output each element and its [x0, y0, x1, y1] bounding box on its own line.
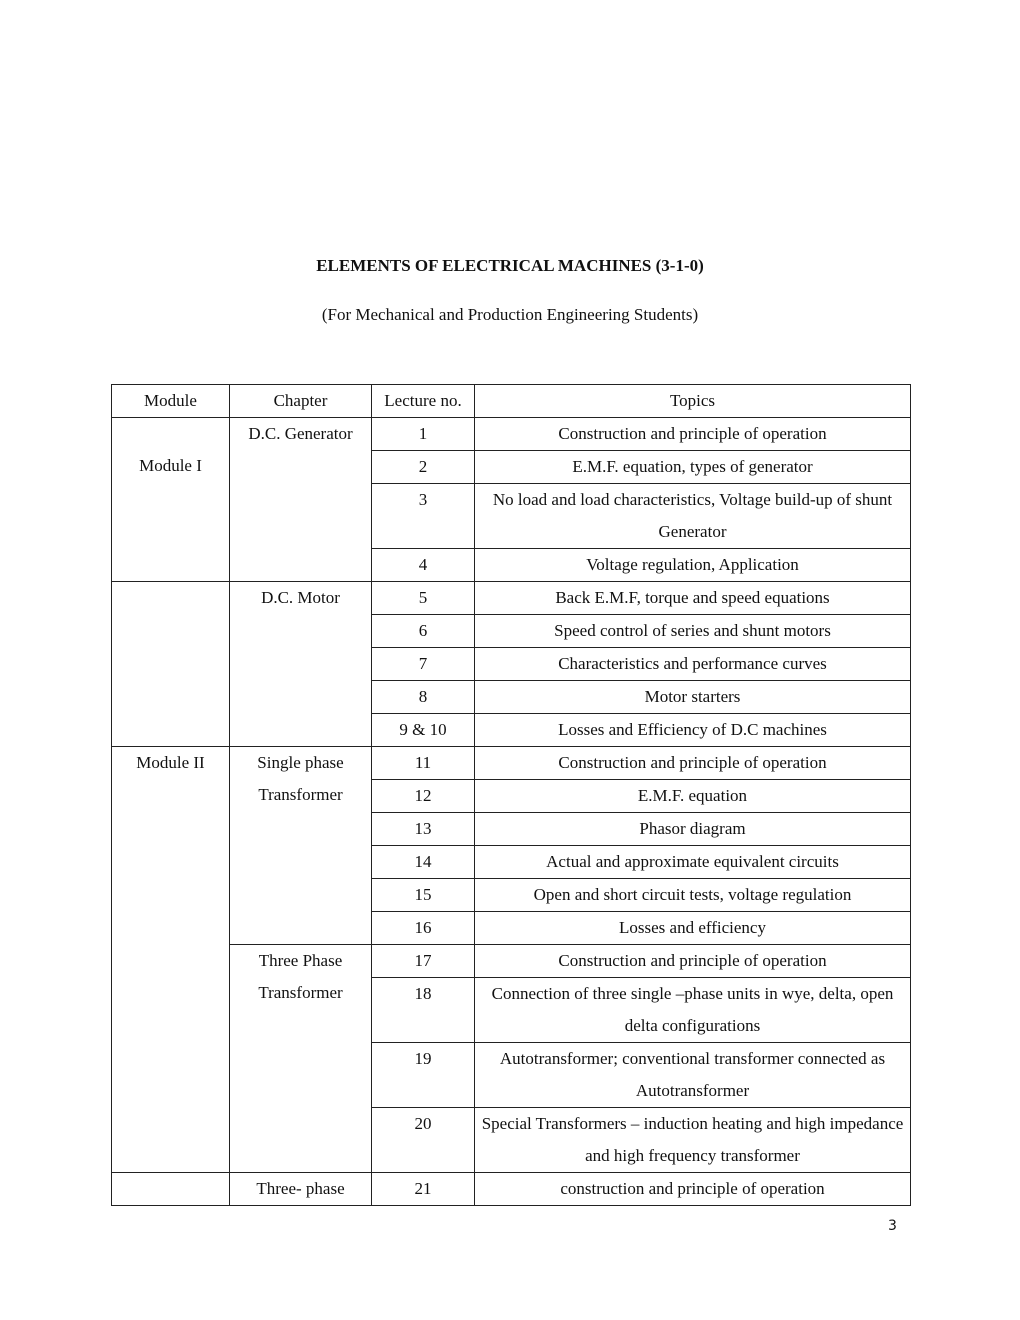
- topic-cell: Losses and efficiency: [475, 912, 911, 945]
- topic-cell: Speed control of series and shunt motors: [475, 615, 911, 648]
- lecture-cell: 21: [372, 1173, 475, 1206]
- lecture-cell: 8: [372, 681, 475, 714]
- header-module: Module: [112, 385, 230, 418]
- table-header-row: [112, 385, 911, 418]
- document-title: ELEMENTS OF ELECTRICAL MACHINES (3-1-0): [316, 256, 704, 275]
- header-topics: Topics: [475, 385, 911, 418]
- topic-cell: Connection of three single –phase units in wye, delta, open delta configurations: [475, 978, 911, 1043]
- table-row: [112, 747, 911, 780]
- lecture-cell: 5: [372, 582, 475, 615]
- lecture-cell: 3: [372, 484, 475, 549]
- table-row: [112, 582, 911, 615]
- lecture-cell: 20: [372, 1108, 475, 1173]
- lecture-cell: 16: [372, 912, 475, 945]
- table-row: [112, 1173, 911, 1206]
- lecture-cell: 14: [372, 846, 475, 879]
- module-cell-empty: [112, 582, 230, 747]
- topic-cell: Special Transformers – induction heating and high impedance and high frequency transformer: [475, 1108, 911, 1173]
- chapter-line-2: Transformer: [258, 983, 343, 1002]
- lecture-cell: 4: [372, 549, 475, 582]
- topic-cell: Losses and Efficiency of D.C machines: [475, 714, 911, 747]
- lecture-cell: 13: [372, 813, 475, 846]
- header-chapter: Chapter: [230, 385, 372, 418]
- topic-cell: construction and principle of operation: [475, 1173, 911, 1206]
- page-number: 3: [888, 1218, 897, 1234]
- lecture-cell: 18: [372, 978, 475, 1043]
- chapter-cell: D.C. Generator: [230, 418, 372, 582]
- topic-cell: Open and short circuit tests, voltage regulation: [475, 879, 911, 912]
- chapter-line-1: Three Phase: [258, 951, 343, 970]
- lecture-cell: 19: [372, 1043, 475, 1108]
- topic-cell: E.M.F. equation: [475, 780, 911, 813]
- topic-cell: No load and load characteristics, Voltage build-up of shunt Generator: [475, 484, 911, 549]
- chapter-cell: Three- phase: [230, 1173, 372, 1206]
- topic-cell: E.M.F. equation, types of generator: [475, 451, 911, 484]
- chapter-cell: [230, 747, 372, 945]
- syllabus-table: [111, 384, 911, 1206]
- lecture-cell: 11: [372, 747, 475, 780]
- module-cell-empty: [112, 1173, 230, 1206]
- topic-cell: Actual and approximate equivalent circuits: [475, 846, 911, 879]
- lecture-cell: 15: [372, 879, 475, 912]
- lecture-cell: 2: [372, 451, 475, 484]
- topic-cell: Motor starters: [475, 681, 911, 714]
- topic-cell: Characteristics and performance curves: [475, 648, 911, 681]
- module-cell: Module I: [112, 418, 230, 582]
- topic-cell: Voltage regulation, Application: [475, 549, 911, 582]
- lecture-cell: 1: [372, 418, 475, 451]
- topic-cell: Construction and principle of operation: [475, 747, 911, 780]
- topic-cell: Autotransformer; conventional transformer connected as Autotransformer: [475, 1043, 911, 1108]
- lecture-cell: 6: [372, 615, 475, 648]
- lecture-cell: 17: [372, 945, 475, 978]
- chapter-line-1: Single phase: [257, 753, 344, 772]
- topic-cell: Phasor diagram: [475, 813, 911, 846]
- table-row: [112, 945, 911, 978]
- topic-cell: Construction and principle of operation: [475, 418, 911, 451]
- topic-cell: Back E.M.F, torque and speed equations: [475, 582, 911, 615]
- table-row: [112, 418, 911, 451]
- chapter-cell: D.C. Motor: [230, 582, 372, 747]
- module-cell: Module II: [112, 747, 230, 1173]
- header-lecture-no: Lecture no.: [372, 385, 475, 418]
- chapter-cell: [230, 945, 372, 1173]
- document-subtitle: (For Mechanical and Production Engineering Students): [321, 305, 699, 324]
- lecture-cell: 12: [372, 780, 475, 813]
- topic-cell: Construction and principle of operation: [475, 945, 911, 978]
- lecture-cell: 9 & 10: [372, 714, 475, 747]
- chapter-line-2: Transformer: [258, 785, 343, 804]
- lecture-cell: 7: [372, 648, 475, 681]
